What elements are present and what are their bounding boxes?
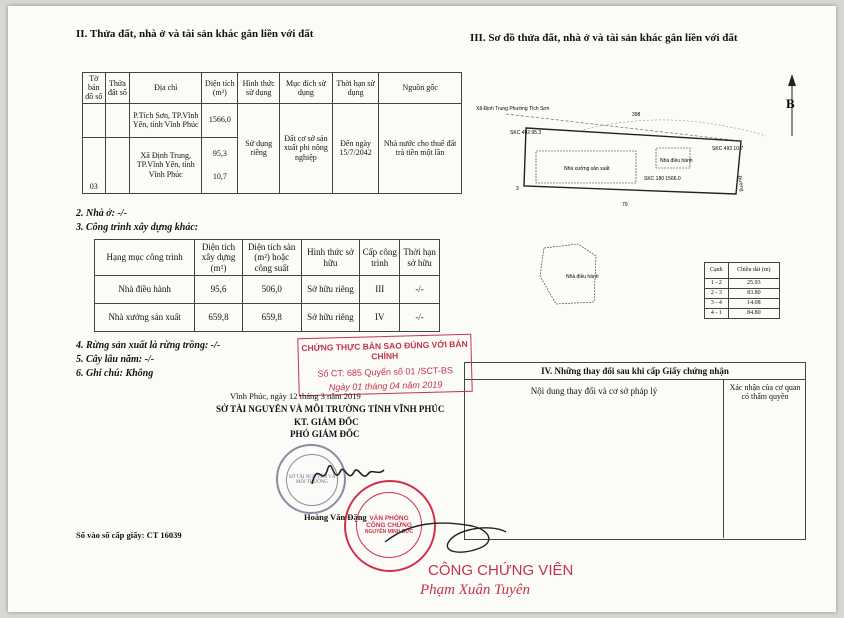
dim-bottom: 70	[622, 202, 628, 208]
stamp-line2: Số CT: 685 Quyển số 01 /SCT-BS	[317, 365, 454, 379]
item-6: 6. Ghi chú: Không	[76, 368, 154, 379]
cell: IV	[360, 304, 400, 332]
row2-area: 95,3	[212, 148, 227, 158]
edge-cell: 25.93	[728, 279, 779, 289]
edge-header: Cạnh	[705, 263, 729, 279]
office-label: Nhà điều hành	[660, 158, 693, 164]
th2-ownership: Hình thức sở hữu	[301, 240, 360, 276]
cell: 659,8	[195, 304, 243, 332]
edge-cell: 4 - 1	[705, 308, 729, 318]
th-area: Diện tích (m²)	[202, 73, 238, 104]
table-row: Nhà xưởng sản xuất	[95, 304, 195, 332]
cell: -/-	[400, 276, 440, 304]
cell: III	[360, 276, 400, 304]
item-4: 4. Rừng sản xuất là rừng trồng: -/-	[76, 340, 221, 351]
north-label: B	[786, 96, 795, 111]
th-term: Thời hạn sử dụng	[332, 73, 378, 104]
origin: Nhà nước cho thuê đất trả tiền một lần	[379, 103, 462, 193]
th-purpose: Mục đích sử dụng	[279, 73, 332, 104]
cell: Sở hữu riêng	[301, 276, 360, 304]
cell: Sở hữu riêng	[301, 304, 360, 332]
certificate-page	[8, 6, 836, 612]
row1-address: P.Tích Sơn, TP.Vĩnh Yên, tỉnh Vĩnh Phúc	[130, 103, 202, 137]
notary-signature	[380, 502, 510, 562]
copy-certification-stamp	[297, 334, 472, 397]
th2-item: Hạng mục công trình	[95, 240, 195, 276]
usage-form: Sử dụng riêng	[238, 103, 279, 193]
row2-address: Xã Định Trung, TP.Vĩnh Yên, tỉnh Vĩnh Phúc	[130, 137, 202, 193]
stamp-line1: CHỨNG THỰC BẢN SAO ĐÚNG VỚI BẢN CHÍNH	[301, 338, 468, 362]
notary-seal-line3: NGUYỄN MINH ĐỨC	[364, 529, 414, 535]
row2-map-no: 03	[83, 137, 106, 193]
notary-seal-line2: CÔNG CHỨNG	[366, 522, 412, 529]
term: Đến ngày 15/7/2042	[332, 103, 378, 193]
deputy-director: PHÓ GIÁM ĐỐC	[290, 429, 360, 439]
skc2-label: SKC 493 10.7	[712, 146, 744, 152]
place-date: Vĩnh Phúc, ngày 12 tháng 3 năm 2019	[230, 391, 361, 401]
cell: 659,8	[242, 304, 301, 332]
skc3-label: SKC 180 1566.0	[644, 176, 681, 182]
dim-left: 3	[516, 186, 519, 192]
signer-name: Hoàng Văn Đặng	[304, 512, 367, 522]
edge-cell: 2 - 3	[705, 288, 729, 298]
dim-top: 398	[632, 112, 641, 118]
section-iii-title: III. Sơ đồ thửa đất, nhà ở và tài sản khác gắn liền với đất	[470, 32, 738, 44]
adjacent-boundary	[506, 114, 741, 141]
cell: 95,6	[195, 276, 243, 304]
th2-grade: Cấp công trình	[360, 240, 400, 276]
edge-cell: 1 - 2	[705, 279, 729, 289]
construction-table	[94, 239, 440, 332]
curve-line	[576, 120, 766, 136]
section-iv-col1: Nội dung thay đổi và cơ sở pháp lý	[530, 386, 658, 396]
purpose: Đất cơ sở sản xuất phi nông nghiệp	[279, 103, 332, 193]
th2-build-area: Diện tích xây dựng (m²)	[195, 240, 243, 276]
edge-cell: 14.08	[728, 298, 779, 308]
edge-cell: 3 - 4	[705, 298, 729, 308]
land-table	[82, 72, 462, 194]
north-arrow-head	[788, 74, 796, 86]
stamp-line3: Ngày 01 tháng 04 năm 2019	[328, 379, 443, 393]
notary-name: Phạm Xuân Tuyên	[420, 582, 530, 598]
item-3: 3. Công trình xây dựng khác:	[76, 222, 199, 233]
edge-cell: 83.80	[728, 288, 779, 298]
th-address: Địa chỉ	[130, 73, 202, 104]
th-form: Hình thức sử dụng	[238, 73, 279, 104]
notary-seal-line1: VĂN PHÒNG	[369, 515, 409, 522]
item-2: 2. Nhà ở: -/-	[76, 208, 127, 219]
th-map: Tờ bản đồ số	[83, 73, 106, 104]
notary-title: CÔNG CHỨNG VIÊN	[428, 562, 574, 579]
road-label: Đường	[736, 175, 745, 192]
th2-duration: Thời hạn sở hữu	[400, 240, 440, 276]
skc1-label: SKC 492 95.3	[510, 130, 542, 136]
cell: -/-	[400, 304, 440, 332]
commune-label: Xã Định Trung Phường Tích Sơn	[476, 106, 550, 112]
section-iv-title: IV. Những thay đổi sau khi cấp Giấy chứng nhận	[465, 363, 805, 380]
row1-area: 1566,0	[202, 103, 238, 137]
section-ii-title: II. Thửa đất, nhà ở và tài sản khác gắn liền với đất	[76, 28, 314, 40]
th-parcel: Thửa đất số	[105, 73, 130, 104]
edge-table	[704, 262, 780, 319]
item-5: 5. Cây lâu năm: -/-	[76, 354, 155, 365]
section-iv-col2: Xác nhận của cơ quan có thẩm quyền	[729, 383, 801, 401]
issuing-org: SỞ TÀI NGUYÊN VÀ MÔI TRƯỜNG TỈNH VĨNH PHÚC	[216, 404, 445, 414]
cell: 506,0	[242, 276, 301, 304]
edge-header: Chiều dài (m)	[728, 263, 779, 279]
row2-area-cell	[202, 137, 238, 193]
table-row: Nhà điều hành	[95, 276, 195, 304]
kt-director: KT. GIÁM ĐỐC	[294, 417, 359, 427]
certificate-number: Số vào số cấp giấy: CT 16039	[76, 530, 182, 540]
section-iv-box	[464, 362, 806, 540]
th2-floor-area: Diện tích sàn (m²) hoặc công suất	[242, 240, 301, 276]
factory-label: Nhà xưởng sản xuất	[564, 166, 610, 172]
parcel-boundary	[524, 128, 744, 194]
edge-cell: 84.80	[728, 308, 779, 318]
th-origin: Nguồn gốc	[379, 73, 462, 104]
seal-text: SỞ TÀI NGUYÊN VÀ MÔI TRƯỜNG	[286, 454, 338, 506]
office-plan-label: Nhà điều hành	[566, 274, 599, 280]
row2-area2: 10,7	[212, 172, 227, 182]
